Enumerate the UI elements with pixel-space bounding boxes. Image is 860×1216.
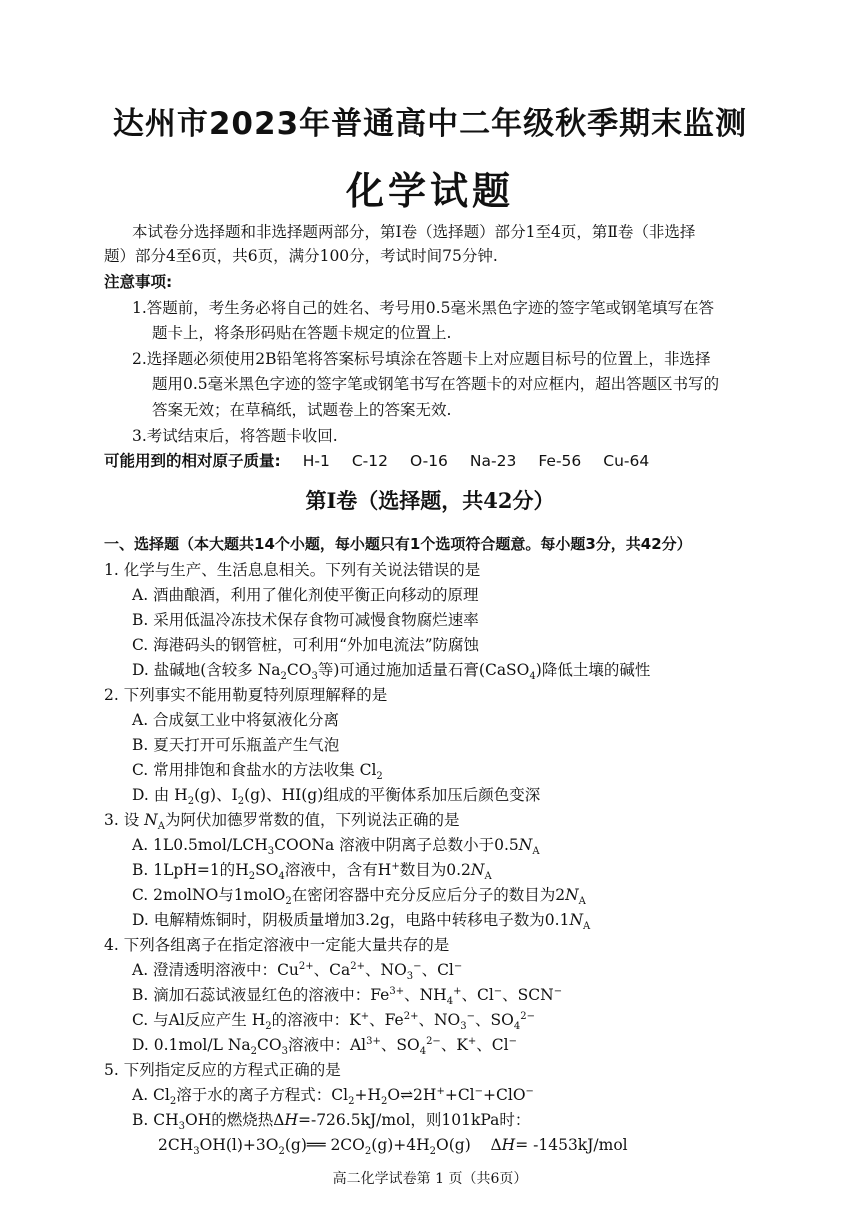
notice-item: 1.答题前，考生务必将自己的姓名、考号用0.5毫米黑色字迹的签字笔或钢笔填写在答 (132, 299, 714, 317)
notice-item: 题用0.5毫米黑色字迹的签字笔或钢笔书写在答题卡的对应框内，超出答题区书写的 (152, 375, 720, 393)
section-title: 第Ⅰ卷（选择题，共42分） (305, 488, 555, 513)
q5-option-a: A. $Cl_2$溶于水的离子方程式：$Cl_2+H_2O\rightleftharpoons 2H^++Cl^-+ClO^-$ (132, 1085, 534, 1108)
q4-option-a: A. 澄清透明溶液中：$Cu^{2+}$、$Ca^{2+}$、$NO_3^-$、Cl− (132, 960, 463, 983)
q1-option-b: B. 采用低温冷冻技术保存食物可减慢食物腐烂速率 (132, 611, 479, 629)
q4-option-b: B. 滴加石蕊试液显红色的溶液中：$Fe^{3+}$、$NH_4^+$、Cl−、SCN− (132, 985, 563, 1008)
question-5-stem: 5. 下列指定反应的方程式正确的是 (104, 1061, 341, 1079)
question-1-stem: 1. 化学与生产、生活息息相关。下列有关说法错误的是 (104, 561, 481, 579)
notice-item: 题卡上，将条形码贴在答题卡规定的位置上. (152, 324, 452, 342)
q3-option-a: A. $1L0.5mol/LCH_3COONa$ 溶液中阴离子总数小于$0.5N_A$ (132, 836, 540, 858)
q5-option-b-equation: $2CH_3OH(l)+3O_2(g)══$ $2CO_2(g)+4H_2O(g)$ ΔH= -1453kJ/mol (158, 1136, 628, 1158)
atomic-mass: C-12 (351, 452, 388, 470)
q2-option-c: C. 常用排饱和食盐水的方法收集 $Cl_2$ (132, 761, 383, 783)
q4-option-c: C. 与Al反应产生 $H_2$的溶液中：K+、$Fe^{2+}$、$NO_3^-$、$SO_4^{2-}$ (132, 1010, 535, 1033)
atomic-mass: Fe-56 (538, 452, 582, 470)
notice-item: 3.考试结束后，将答题卡收回. (132, 427, 338, 445)
atomic-masses-label: 可能用到的相对原子质量: (104, 452, 281, 470)
question-4-stem: 4. 下列各组离子在指定溶液中一定能大量共存的是 (104, 936, 450, 954)
q2-option-a: A. 合成氨工业中将氨液化分离 (132, 711, 340, 729)
notice-label: 注意事项: (104, 273, 173, 291)
notice-item: 答案无效；在草稿纸，试题卷上的答案无效. (152, 401, 452, 419)
page-footer: 高二化学试卷第 1 页（共6页） (332, 1171, 528, 1187)
atomic-mass: Na-23 (469, 452, 517, 470)
section-instruction: 一、选择题（本大题共14个小题，每小题只有1个选项符合题意。每小题3分，共42分） (104, 535, 692, 553)
q1-option-a: A. 酒曲酿酒，利用了催化剂使平衡正向移动的原理 (132, 586, 479, 604)
question-2-stem: 2. 下列事实不能用勒夏特列原理解释的是 (104, 686, 388, 704)
q1-option-d: D. 盐碱地(含较多 $Na_2CO_3$等)可通过施加适量石膏(CaSO$_4$)降低土壤的碱性 (132, 661, 651, 683)
q3-option-b: B. 1LpH=1的$H_2SO_4$溶液中，含有H+数目为$0.2N_A$ (132, 860, 492, 883)
q3-option-c: C. 2molNO与1molO$_2$在密闭容器中充分反应后分子的数目为$2N_A$ (132, 886, 586, 908)
q1-option-c: C. 海港码头的钢管桩，可利用“外加电流法”防腐蚀 (132, 636, 480, 654)
exam-title: 达州市2023年普通高中二年级秋季期末监测 (112, 106, 748, 142)
atomic-masses (104, 451, 649, 471)
intro-line-1: 本试卷分选择题和非选择题两部分，第Ⅰ卷（选择题）部分1至4页，第Ⅱ卷（非选择 (132, 223, 696, 241)
question-3-stem: 3. 设 $N_A$为阿伏加德罗常数的值，下列说法正确的是 (104, 811, 460, 833)
q2-option-b: B. 夏天打开可乐瓶盖产生气泡 (132, 736, 340, 754)
q5-option-b: B. $CH_3OH$的燃烧热ΔH=-726.5kJ/mol，则101kPa时： (132, 1111, 531, 1133)
notice-item: 2.选择题必须使用2B铅笔将答案标号填涂在答题卡上对应题目标号的位置上，非选择 (132, 350, 711, 368)
atomic-mass: O-16 (409, 452, 448, 470)
exam-subject: 化学试题 (345, 169, 514, 213)
intro-line-2: 题）部分4至6页，共6页，满分100分，考试时间75分钟. (104, 247, 498, 265)
q4-option-d: D. 0.1mol/L $Na_2CO_3$溶液中：$Al^{3+}$、$SO_4^{2-}$、K+、Cl− (132, 1035, 518, 1058)
q3-option-d: D. 电解精炼铜时，阴极质量增加3.2g，电路中转移电子数为$0.1N_A$ (132, 911, 591, 933)
atomic-mass: H-1 (302, 452, 330, 470)
atomic-mass: Cu-64 (603, 452, 650, 470)
q2-option-d: D. 由 $H_2(g)$、$I_2(g)$、HI(g)组成的平衡体系加压后颜色变深 (132, 786, 541, 808)
